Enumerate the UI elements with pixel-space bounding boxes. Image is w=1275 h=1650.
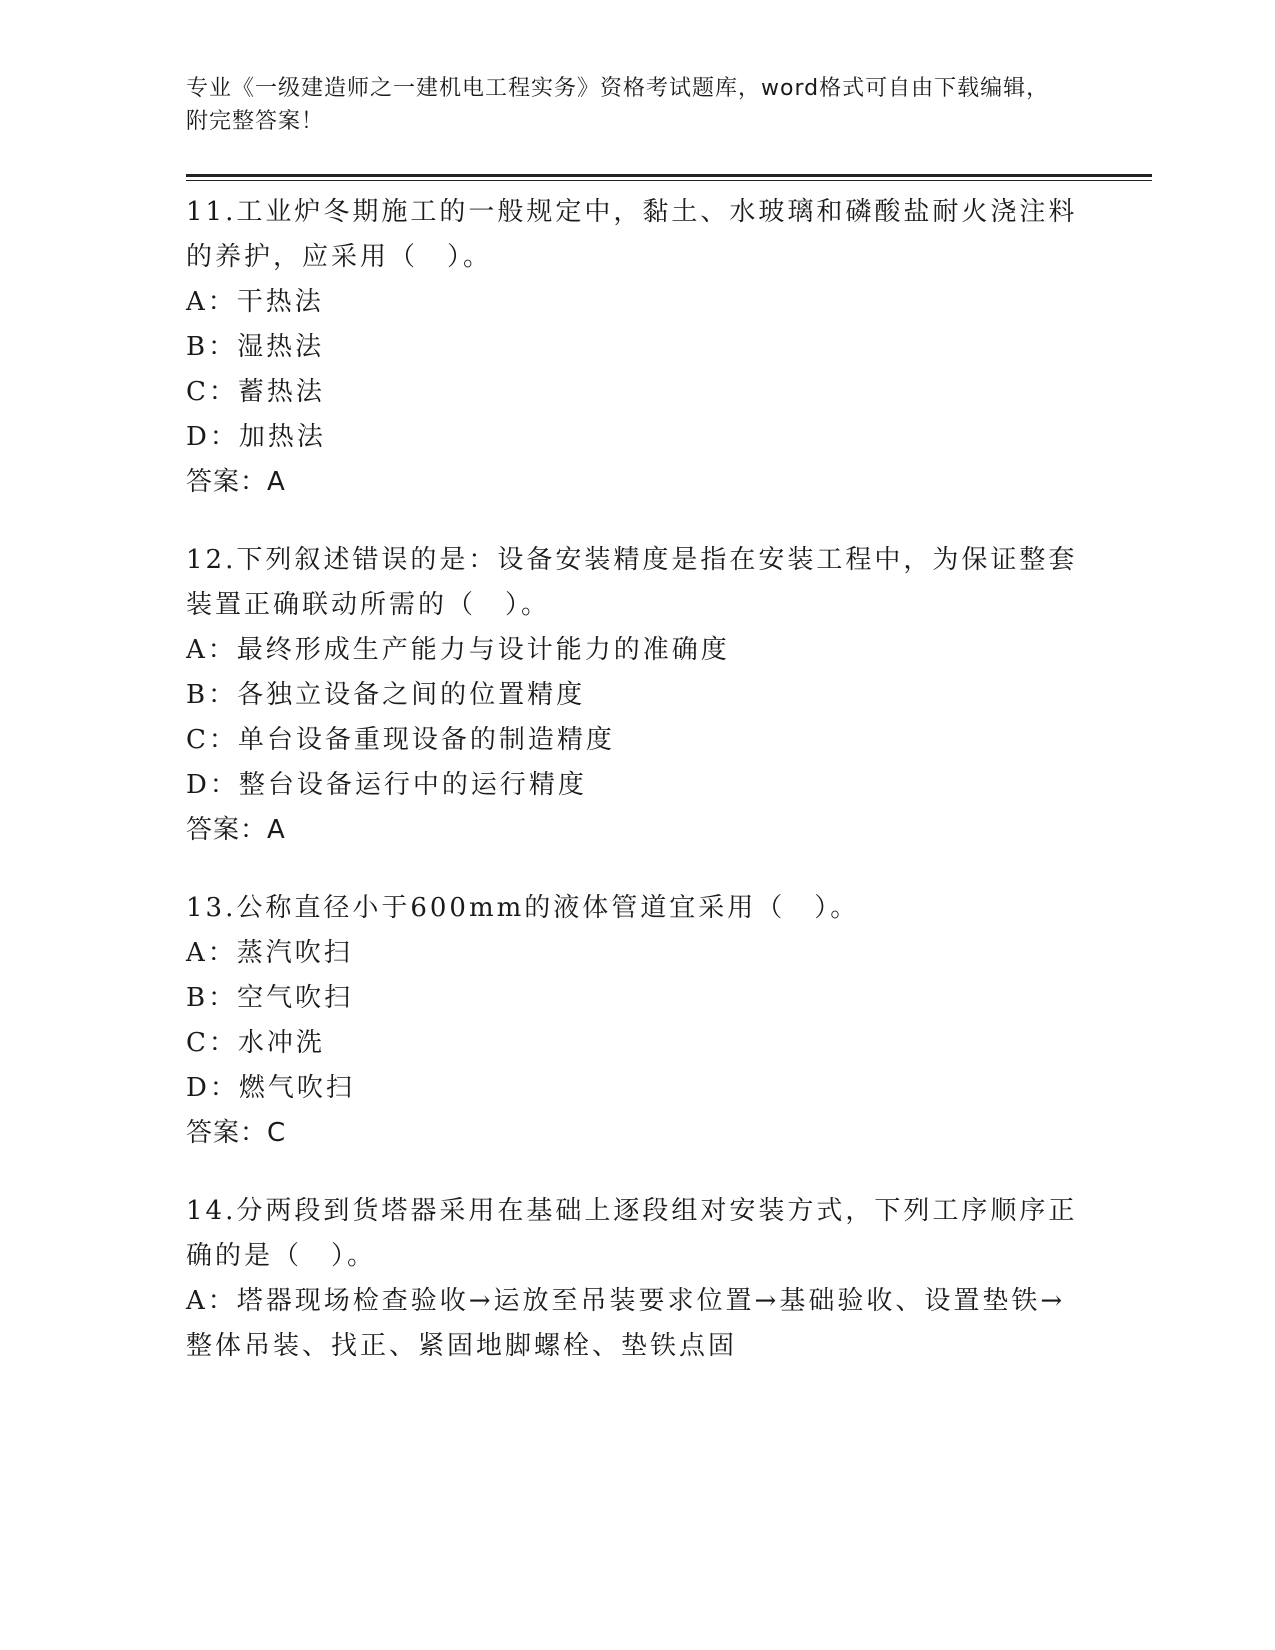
option-b: B：各独立设备之间的位置精度 (186, 680, 586, 710)
option-a: A：塔器现场检查验收→运放至吊装要求位置→基础验收、设置垫铁→整体吊装、找正、紧固地脚螺栓、垫铁点固 (186, 1286, 1066, 1361)
header-rule-thin (186, 180, 1152, 181)
answer-line: 答案：C (186, 1118, 287, 1148)
option-d: D：整台设备运行中的运行精度 (186, 770, 587, 800)
option-a: A：最终形成生产能力与设计能力的准确度 (186, 635, 730, 665)
option-a: A：干热法 (186, 287, 324, 317)
question-14 (186, 1189, 1086, 1369)
question-11 (186, 190, 1086, 505)
option-c: C：蓄热法 (186, 377, 325, 407)
option-d: D：加热法 (186, 422, 326, 452)
page-header: 专业《一级建造师之一建机电工程实务》资格考试题库，word格式可自由下载编辑，附完整答案！ (186, 76, 1050, 134)
header-rule-thick (186, 174, 1152, 177)
option-a: A：蒸汽吹扫 (186, 938, 353, 968)
option-c: C：单台设备重现设备的制造精度 (186, 725, 615, 755)
answer-line: 答案：A (186, 815, 286, 845)
question-13 (186, 886, 1086, 1156)
option-c: C：水冲洗 (186, 1028, 325, 1058)
option-b: B：湿热法 (186, 332, 325, 362)
answer-line: 答案：A (186, 467, 286, 497)
question-list (186, 190, 1086, 1402)
option-b: B：空气吹扫 (186, 983, 354, 1013)
question-text: 11.工业炉冬期施工的一般规定中，黏土、水玻璃和磷酸盐耐火浇注料的养护，应采用（ ）。 (186, 197, 1078, 272)
question-text: 12.下列叙述错误的是：设备安装精度是指在安装工程中，为保证整套装置正确联动所需的（ ）。 (186, 545, 1078, 620)
question-text: 14.分两段到货塔器采用在基础上逐段组对安装方式，下列工序顺序正确的是（ ）。 (186, 1196, 1078, 1271)
question-text: 13.公称直径小于600mm的液体管道宜采用（ ）。 (186, 893, 860, 923)
question-12 (186, 538, 1086, 853)
option-d: D：燃气吹扫 (186, 1073, 355, 1103)
